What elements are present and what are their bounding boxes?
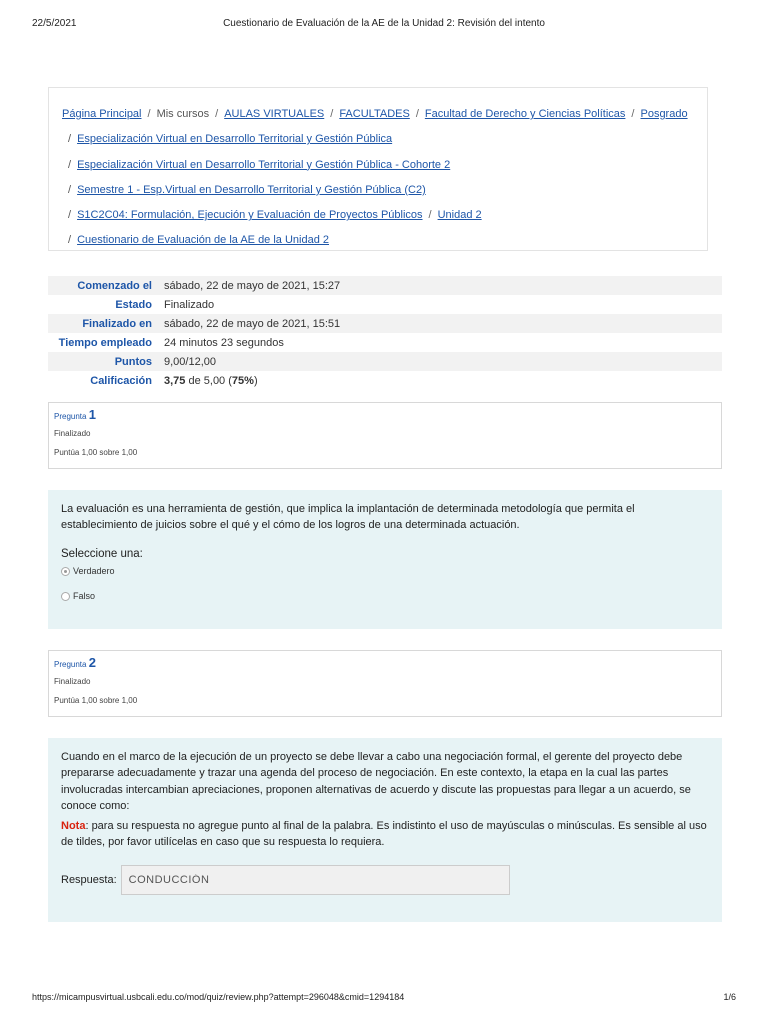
summary-label: Comenzado el [77, 279, 152, 292]
print-url: https://micampusvirtual.usbcali.edu.co/mod/quiz/review.php?attempt=296048&cmid=1294184 [32, 992, 405, 1002]
summary-row-grade [48, 371, 722, 390]
breadcrumb-unidad-link[interactable]: Unidad 2 [437, 209, 482, 222]
print-footer [0, 992, 768, 1006]
breadcrumb-facultades-link[interactable]: FACULTADES [339, 108, 410, 120]
question-grade: Puntúa 1,00 sobre 1,00 [54, 696, 138, 705]
breadcrumb-especializacion-link[interactable]: Especialización Virtual en Desarrollo Territorial y Gestión Pública [77, 133, 393, 146]
option-falso[interactable] [61, 589, 709, 603]
breadcrumb-my-courses: Mis cursos [156, 108, 210, 120]
summary-value: 9,00/12,00 [164, 355, 216, 368]
summary-label: Finalizado en [82, 317, 152, 330]
breadcrumb-course-link[interactable]: S1C2C04: Formulación, Ejecución y Evaluación de Proyectos Públicos [77, 209, 423, 222]
breadcrumb-aulas-link[interactable]: AULAS VIRTUALES [224, 108, 325, 120]
note-label: Nota [61, 820, 86, 833]
question-text: La evaluación es una herramienta de gestión, que implica la implantación de determinada metodología que permita el establecimiento de juicios sobre el qué y el cómo de los logros de una determinada actuación. [61, 503, 635, 531]
summary-label: Tiempo empleado [58, 336, 152, 349]
question-number: Pregunta 2 [54, 655, 96, 670]
summary-label: Puntos [114, 355, 152, 368]
question-1-content [48, 490, 722, 629]
question-prompt: Seleccione una: [61, 548, 143, 560]
question-state: Finalizado [54, 677, 91, 686]
breadcrumb-cohorte-link[interactable]: Especialización Virtual en Desarrollo Territorial y Gestión Pública - Cohorte 2 [77, 158, 451, 171]
question-2-content [48, 738, 722, 922]
answer-input[interactable] [121, 865, 510, 895]
option-verdadero[interactable] [61, 564, 709, 578]
breadcrumb-posgrado-link[interactable]: Posgrado [640, 108, 688, 120]
answer-label: Respuesta: [61, 873, 117, 886]
radio-selected-icon[interactable] [61, 567, 70, 576]
question-text: Cuando en el marco de la ejecución de un proyecto se debe llevar a cabo una negociación formal, el gerente del proyecto debe prepararse adecuadamente y trazar una agenda del proceso de negociación. En este contexto, la etapa en la cual las partes involucradas intercambian apreciaciones, proponen alternativas de acuerdo y discute las propuestas para llegar a un acuerdo, se conoce como: [61, 751, 691, 812]
summary-value: Finalizado [164, 298, 215, 311]
summary-label: Calificación [90, 374, 152, 387]
print-date: 22/5/2021 [32, 18, 77, 29]
summary-row-points [48, 352, 722, 371]
print-header [0, 18, 768, 32]
question-1-info [48, 402, 722, 469]
breadcrumb-home-link[interactable]: Página Principal [62, 108, 142, 120]
summary-label: Estado [115, 298, 152, 311]
question-note [61, 818, 709, 851]
summary-row-state [48, 295, 722, 314]
answer-row [61, 865, 709, 895]
print-page-number: 1/6 [723, 992, 736, 1002]
print-title: Cuestionario de Evaluación de la AE de la Unidad 2: Revisión del intento [223, 18, 545, 29]
summary-value: 3,75 de 5,00 (75%) [164, 374, 258, 387]
summary-value: sábado, 22 de mayo de 2021, 15:51 [164, 317, 341, 330]
summary-value: sábado, 22 de mayo de 2021, 15:27 [164, 279, 341, 292]
breadcrumb-semestre-link[interactable]: Semestre 1 - Esp.Virtual en Desarrollo Territorial y Gestión Pública (C2) [77, 183, 426, 196]
option-label: Verdadero [73, 566, 115, 576]
breadcrumb-facultad-link[interactable]: Facultad de Derecho y Ciencias Políticas [424, 108, 626, 120]
breadcrumb-quiz-link[interactable]: Cuestionario de Evaluación de la AE de la Unidad 2 [77, 234, 330, 247]
note-text: : para su respuesta no agregue punto al final de la palabra. Es indistinto el uso de mayúsculas o minúsculas. Es sensible al uso de tildes, por favor utilícelas en caso que su respuesta lo requiera. [61, 820, 707, 849]
summary-row-finished [48, 314, 722, 333]
summary-row-time [48, 333, 722, 352]
question-2-info [48, 650, 722, 717]
option-label: Falso [73, 591, 96, 601]
radio-icon[interactable] [61, 592, 70, 601]
breadcrumb: Página Principal / Mis cursos / AULAS VIRTUALES / FACULTADES / Facultad de Derecho y Ciencias Políticas / Posgrado / Especialización Virtual en Desarrollo Territorial y Gestión Pública / Especialización Virtual en Desarrollo Territorial y Gestión Pública - Cohorte 2 / Semestre 1 - Esp.Virtual en Desarrollo Territorial y Gestión Pública (C2) / S1C2C04: Formulación, Ejecución y Evaluación de Proyectos Públicos / Unidad 2 / Cuestionario de Evaluación de la AE de la Unidad 2 [48, 87, 708, 251]
question-number: Pregunta 1 [54, 407, 96, 422]
summary-row-started [48, 276, 722, 295]
question-state: Finalizado [54, 429, 91, 438]
question-grade: Puntúa 1,00 sobre 1,00 [54, 448, 138, 457]
summary-value: 24 minutos 23 segundos [164, 336, 284, 349]
attempt-summary-table [48, 276, 722, 390]
